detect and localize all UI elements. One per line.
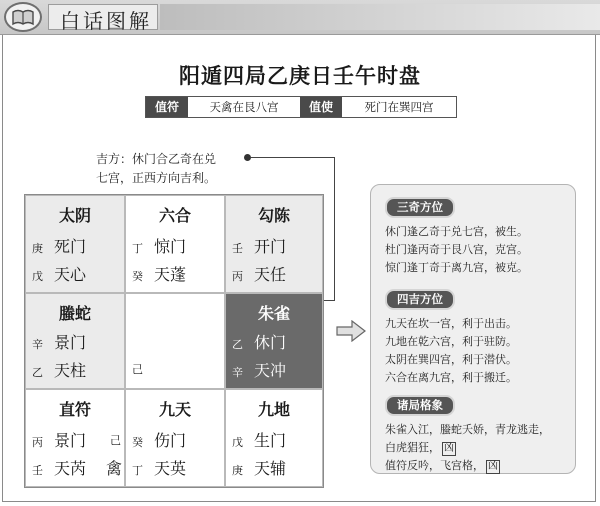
palace-door-row [32, 330, 86, 353]
leader-line [251, 157, 335, 158]
header-title: 白话图解 [60, 9, 152, 33]
header-decoration [160, 4, 600, 30]
page-title: 阳遁四局乙庚日壬午时盘 [179, 64, 421, 88]
palace-star-row [132, 262, 186, 285]
palace-star-row [32, 358, 86, 381]
palace-star-row [132, 358, 154, 377]
palace-grid [24, 194, 324, 488]
palace-cell-highlighted [225, 293, 323, 389]
leader-line [323, 300, 335, 301]
palace-door-row [132, 428, 186, 451]
palace-stem: 己 [132, 363, 143, 376]
omen-mark: 凶 [444, 443, 454, 454]
palace-star-row [232, 456, 286, 479]
palace-door-row [132, 234, 186, 257]
panel-line-text: 白虎猖狂， [385, 441, 440, 454]
panel-line: 六合在离九宫，利于搬迁。 [385, 371, 517, 384]
palace-door-row [32, 428, 86, 451]
palace-god: 勾陈 [257, 206, 290, 225]
palace-god: 九地 [257, 400, 290, 419]
palace-extra-stem: 己 [110, 434, 121, 447]
palace-stem: 辛 [32, 338, 43, 351]
duty-door-label: 值使 [300, 97, 342, 117]
palace-cell [25, 293, 125, 389]
duty-star-value: 天禽在艮八宫 [209, 100, 279, 114]
palace-stem: 戊 [232, 436, 243, 449]
palace-star-row [232, 358, 286, 381]
palace-star-row [32, 262, 86, 285]
palace-door: 生门 [254, 431, 287, 450]
palace-stem: 癸 [132, 436, 143, 449]
palace-door-row [232, 234, 286, 257]
duty-bar [145, 96, 457, 118]
note-line-2: 七宫，正西方向吉利。 [96, 171, 217, 185]
palace-door-row [32, 234, 86, 257]
palace-stem: 丙 [32, 436, 43, 449]
info-panel [370, 184, 576, 474]
palace-stem: 辛 [232, 366, 243, 379]
palace-stem: 壬 [232, 242, 243, 255]
panel-line [385, 457, 550, 475]
panel-line [385, 439, 550, 457]
palace-star-row [232, 262, 286, 285]
palace-door: 景门 [54, 431, 87, 450]
palace-star-row [32, 456, 86, 479]
duty-door-value: 死门在巽四宫 [364, 100, 434, 114]
palace-door: 伤门 [154, 431, 187, 450]
palace-star: 天英 [154, 459, 187, 478]
palace-stem: 癸 [132, 270, 143, 283]
panel-line-text: 值符反吟，飞宫格， [385, 459, 484, 472]
palace-star-row [132, 456, 186, 479]
palace-door: 惊门 [154, 237, 187, 256]
omen-mark: 凶 [488, 461, 498, 472]
palace-star: 天心 [54, 265, 87, 284]
palace-stem: 乙 [232, 338, 243, 351]
note-line-1: 吉方：休门合乙奇在兑 [96, 152, 217, 166]
palace-god: 九天 [158, 400, 191, 419]
palace-cell [225, 389, 323, 487]
palace-cell [125, 195, 225, 293]
book-logo-icon [4, 2, 42, 32]
section-title-qi: 三奇方位 [385, 197, 455, 218]
palace-star: 天任 [254, 265, 287, 284]
right-arrow-icon [336, 320, 366, 346]
palace-stem: 乙 [32, 366, 43, 379]
duty-star-label: 值符 [146, 97, 188, 117]
palace-cell [25, 389, 125, 487]
palace-stem: 丁 [132, 464, 143, 477]
palace-cell-center [125, 293, 225, 389]
palace-star: 天辅 [254, 459, 287, 478]
palace-stem: 庚 [32, 242, 43, 255]
section-title-ji: 四吉方位 [385, 289, 455, 310]
palace-cell [125, 389, 225, 487]
palace-god: 太阴 [58, 206, 91, 225]
palace-stem: 丁 [132, 242, 143, 255]
palace-door: 休门 [254, 333, 287, 352]
leader-line [334, 157, 335, 300]
palace-stem: 壬 [32, 464, 43, 477]
palace-stem: 丙 [232, 270, 243, 283]
palace-cell [25, 195, 125, 293]
panel-line: 九地在乾六宫，利于驻防。 [385, 335, 517, 348]
palace-stem: 戊 [32, 270, 43, 283]
leader-dot [244, 154, 251, 161]
palace-star: 天冲 [254, 361, 287, 380]
palace-stem: 庚 [232, 464, 243, 477]
panel-line: 休门逢乙奇于兑七宫，被生。 [385, 225, 528, 238]
palace-god: 直符 [58, 400, 91, 419]
section-body-geju [385, 421, 550, 475]
auspicious-note [96, 150, 216, 188]
panel-line: 太阴在巽四宫，利于潜伏。 [385, 353, 517, 366]
panel-line: 九天在坎一宫，利于出击。 [385, 317, 517, 330]
palace-door-row [232, 330, 286, 353]
palace-god: 六合 [158, 206, 191, 225]
panel-line: 朱雀入江，螣蛇夭娇，青龙逃走， [385, 423, 550, 436]
palace-door: 开门 [254, 237, 287, 256]
palace-god: 朱雀 [257, 304, 290, 323]
palace-star: 天芮 [54, 459, 87, 478]
palace-door: 景门 [54, 333, 87, 352]
palace-star: 天蓬 [154, 265, 187, 284]
panel-line: 惊门逢丁奇于离九宫，被克。 [385, 261, 528, 274]
palace-extra-star: 禽 [106, 459, 123, 478]
section-body-qi [385, 223, 528, 277]
palace-door-row [232, 428, 286, 451]
header-banner [0, 0, 600, 35]
palace-cell [225, 195, 323, 293]
section-title-geju: 诸局格象 [385, 395, 455, 416]
panel-line: 杜门逢丙奇于艮八宫，克宫。 [385, 243, 528, 256]
section-body-ji [385, 315, 517, 387]
palace-star: 天柱 [54, 361, 87, 380]
palace-god: 螣蛇 [58, 304, 91, 323]
palace-door: 死门 [54, 237, 87, 256]
